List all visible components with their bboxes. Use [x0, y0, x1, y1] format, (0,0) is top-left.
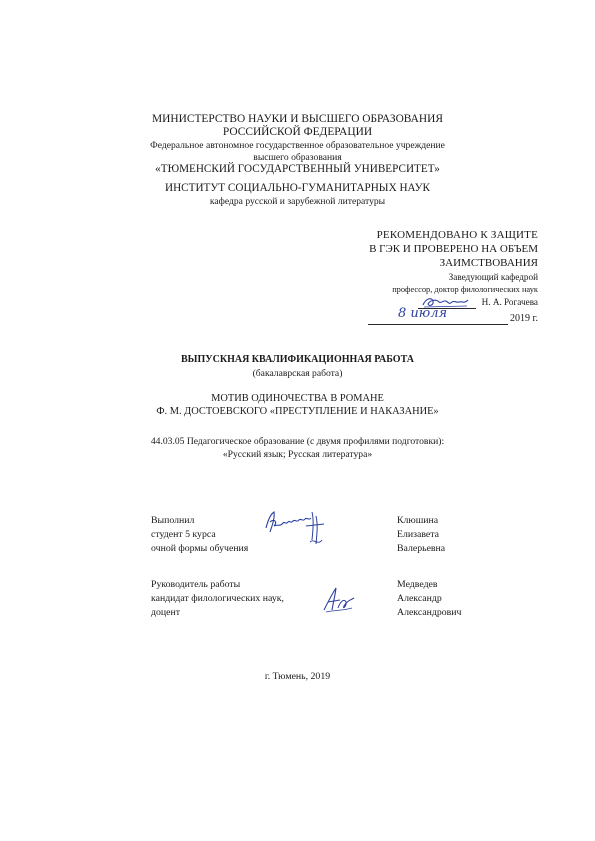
supervisor-role-2: кандидат филологических наук, [151, 593, 284, 604]
institute-name: ИНСТИТУТ СОЦИАЛЬНО-ГУМАНИТАРНЫХ НАУК [164, 182, 430, 194]
theme-line-2: Ф. М. ДОСТОЕВСКОГО «ПРЕСТУПЛЕНИЕ И НАКАЗАНИЕ» [156, 406, 439, 417]
ministry-line-2: РОССИЙСКОЙ ФЕДЕРАЦИИ [222, 126, 373, 138]
city-year: г. Тюмень, 2019 [264, 671, 331, 682]
student-signature [262, 506, 332, 550]
student-role-3: очной формы обучения [151, 543, 249, 554]
specialty-line-2: «Русский язык; Русская литература» [222, 449, 373, 460]
university-name: «ТЮМЕНСКИЙ ГОСУДАРСТВЕННЫЙ УНИВЕРСИТЕТ» [155, 163, 440, 175]
work-type: ВЫПУСКНАЯ КВАЛИФИКАЦИОННАЯ РАБОТА [181, 354, 414, 365]
approval-date-handwritten: 8 июля [398, 306, 448, 321]
supervisor-role-1: Руководитель работы [151, 579, 241, 590]
student-first-name: Елизавета [397, 529, 440, 540]
approval-line-2: В ГЭК И ПРОВЕРЕНО НА ОБЪЕМ [369, 243, 538, 255]
student-patronymic: Валерьевна [397, 543, 446, 554]
approval-date-line [368, 324, 508, 325]
approval-line-3: ЗАИМСТВОВАНИЯ [439, 257, 538, 269]
supervisor-patronymic: Александрович [397, 607, 462, 618]
work-subtype: (бакалаврская работа) [252, 368, 343, 379]
approval-date-year: 2019 г. [510, 313, 538, 324]
supervisor-signature [318, 584, 358, 616]
approval-line-1: РЕКОМЕНДОВАНО К ЗАЩИТЕ [376, 229, 538, 241]
supervisor-surname: Медведев [397, 579, 438, 590]
ministry-line-1: МИНИСТЕРСТВО НАУКИ И ВЫСШЕГО ОБРАЗОВАНИЯ [152, 113, 443, 125]
head-of-department-title: Заведующий кафедрой [448, 272, 538, 282]
student-role-2: студент 5 курса [151, 529, 216, 540]
supervisor-first-name: Александр [397, 593, 442, 604]
student-surname: Клюшина [397, 515, 439, 526]
head-of-department-degree: профессор, доктор филологических наук [392, 285, 538, 294]
department-name: кафедра русской и зарубежной литературы [209, 196, 386, 207]
theme-line-1: МОТИВ ОДИНОЧЕСТВА В РОМАНЕ [211, 393, 384, 404]
specialty-line-1: 44.03.05 Педагогическое образование (с двумя профилями подготовки): [150, 436, 445, 447]
institution-line-2: высшего образования [253, 152, 342, 163]
student-role-1: Выполнил [151, 515, 195, 526]
supervisor-role-3: доцент [151, 607, 180, 618]
institution-line-1: Федеральное автономное государственное образовательное учреждение [150, 140, 445, 151]
head-of-department-name: Н. А. Рогачева [481, 297, 538, 307]
